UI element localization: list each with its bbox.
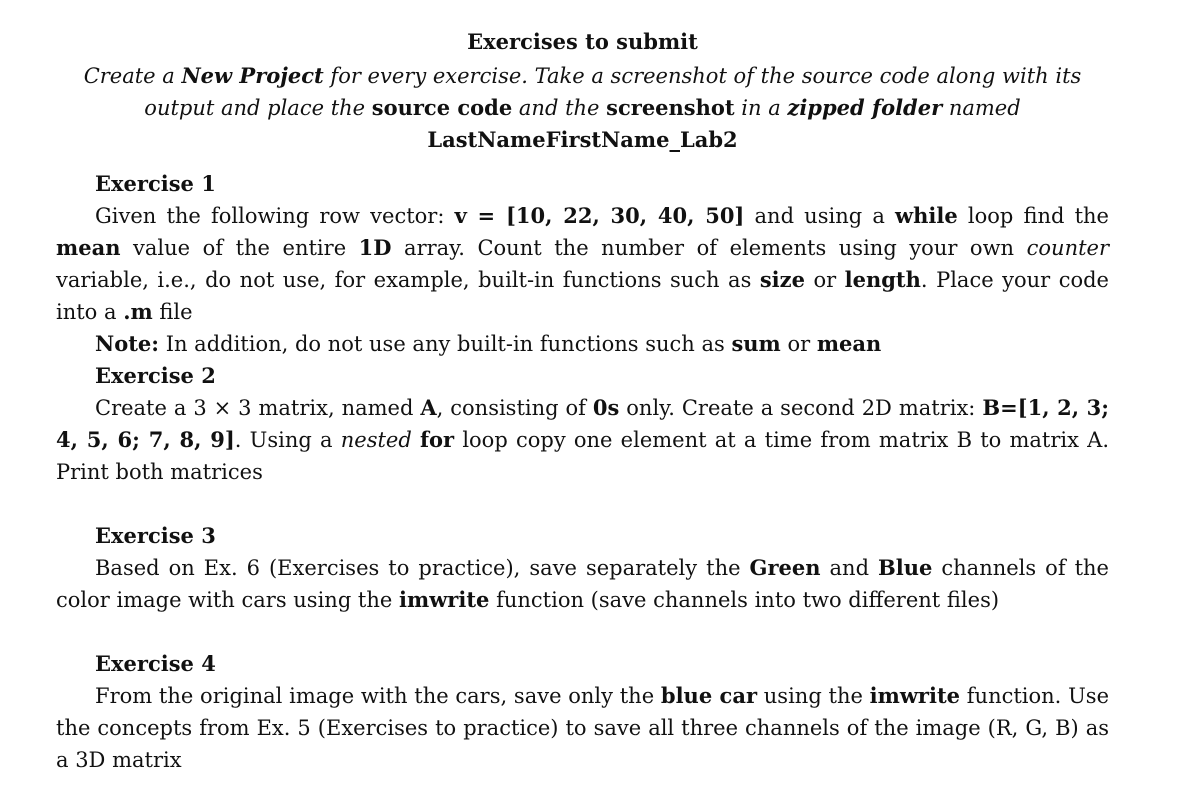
- body-text: value of the entire: [120, 236, 359, 260]
- matrix-b-definition: B=[1, 2, 3; 4, 5, 6; 7, 8, 9]: [56, 395, 1109, 452]
- term-nested: nested: [340, 428, 412, 452]
- keyword-zeros: 0s: [592, 395, 620, 420]
- keyword-mean: mean: [816, 331, 882, 356]
- body-text: . Using a: [234, 428, 341, 452]
- body-text: only. Create a second 2D matrix:: [619, 396, 983, 420]
- exercise-2-body: [56, 392, 1109, 488]
- keyword-m-file: .m: [123, 299, 153, 324]
- keyword-imwrite: imwrite: [869, 683, 961, 708]
- keyword-1d: 1D: [358, 235, 392, 260]
- exercise-1-note: [56, 328, 1109, 360]
- submission-instructions: [50, 60, 1115, 156]
- body-text: or: [804, 268, 845, 292]
- exercise-4: [56, 648, 1109, 776]
- body-text: , consisting of: [436, 396, 593, 420]
- exercise-1: [56, 168, 1109, 360]
- body-text: function. Use the concepts from Ex. 5 (Exercises to practice) to save all three channels of the image (R, G, B) as a 3D matrix: [56, 684, 1110, 772]
- zipped-folder-term: zipped folder: [787, 95, 943, 120]
- instructions-text: in a: [734, 96, 788, 120]
- body-text: channels of the color image with cars using the: [56, 556, 1109, 612]
- keyword-mean: mean: [56, 235, 121, 260]
- vector-definition: v = [10, 22, 30, 40, 50]: [454, 203, 745, 228]
- note-text: In addition, do not use any built-in functions such as: [159, 332, 732, 356]
- folder-name: LastNameFirstName_Lab2: [427, 127, 738, 152]
- matrix-a-name: A: [420, 395, 437, 420]
- exercise-2: [56, 360, 1109, 488]
- exercise-2-heading: Exercise 2: [95, 363, 216, 388]
- body-text: [412, 428, 420, 452]
- exercise-3-body: [56, 552, 1109, 616]
- keyword-length: length: [844, 267, 921, 292]
- keyword-while: while: [895, 203, 958, 228]
- keyword-blue: Blue: [878, 555, 933, 580]
- body-text: Given the following row vector:: [95, 204, 455, 228]
- exercise-4-body: [56, 680, 1109, 776]
- note-label: Note:: [95, 331, 160, 356]
- keyword-size: size: [759, 267, 805, 292]
- body-text: using the: [757, 684, 870, 708]
- body-text: array. Count the number of elements using your own: [391, 236, 1027, 260]
- exercise-3: [56, 520, 1109, 616]
- instructions-text: for every exercise. Take a screenshot of the source code along with its output and place the: [144, 64, 1082, 120]
- body-text: and: [820, 556, 879, 580]
- instructions-text: named: [942, 96, 1021, 120]
- note-text: or: [780, 332, 817, 356]
- exercise-4-heading: Exercise 4: [95, 651, 216, 676]
- source-code-term: source code: [371, 95, 513, 120]
- body-text: Based on Ex. 6 (Exercises to practice), save separately the: [95, 556, 750, 580]
- keyword-blue-car: blue car: [660, 683, 758, 708]
- body-text: and using a: [744, 204, 896, 228]
- instructions-text: Create a: [83, 64, 182, 88]
- body-text: loop find the: [957, 204, 1109, 228]
- body-text: function (save channels into two different files): [489, 588, 1000, 612]
- body-text: . Place your code into a: [56, 268, 1109, 324]
- screenshot-term: screenshot: [606, 95, 735, 120]
- exercise-3-heading: Exercise 3: [95, 523, 216, 548]
- body-text: Create a 3 × 3 matrix, named: [95, 396, 421, 420]
- keyword-imwrite: imwrite: [399, 587, 490, 612]
- body-text: From the original image with the cars, save only the: [95, 684, 661, 708]
- instructions-text: and the: [512, 96, 607, 120]
- page-title: Exercises to submit: [467, 29, 698, 54]
- body-text: loop copy one element at a time from matrix B to matrix A. Print both matrices: [56, 428, 1109, 484]
- keyword-green: Green: [749, 555, 821, 580]
- term-counter: counter: [1026, 236, 1109, 260]
- body-text: file: [152, 300, 193, 324]
- keyword-sum: sum: [731, 331, 781, 356]
- exercise-1-heading: Exercise 1: [95, 171, 216, 196]
- exercise-1-body: [56, 200, 1109, 328]
- keyword-for: for: [420, 427, 455, 452]
- new-project-term: New Project: [181, 63, 324, 88]
- body-text: variable, i.e., do not use, for example, built-in functions such as: [56, 268, 760, 292]
